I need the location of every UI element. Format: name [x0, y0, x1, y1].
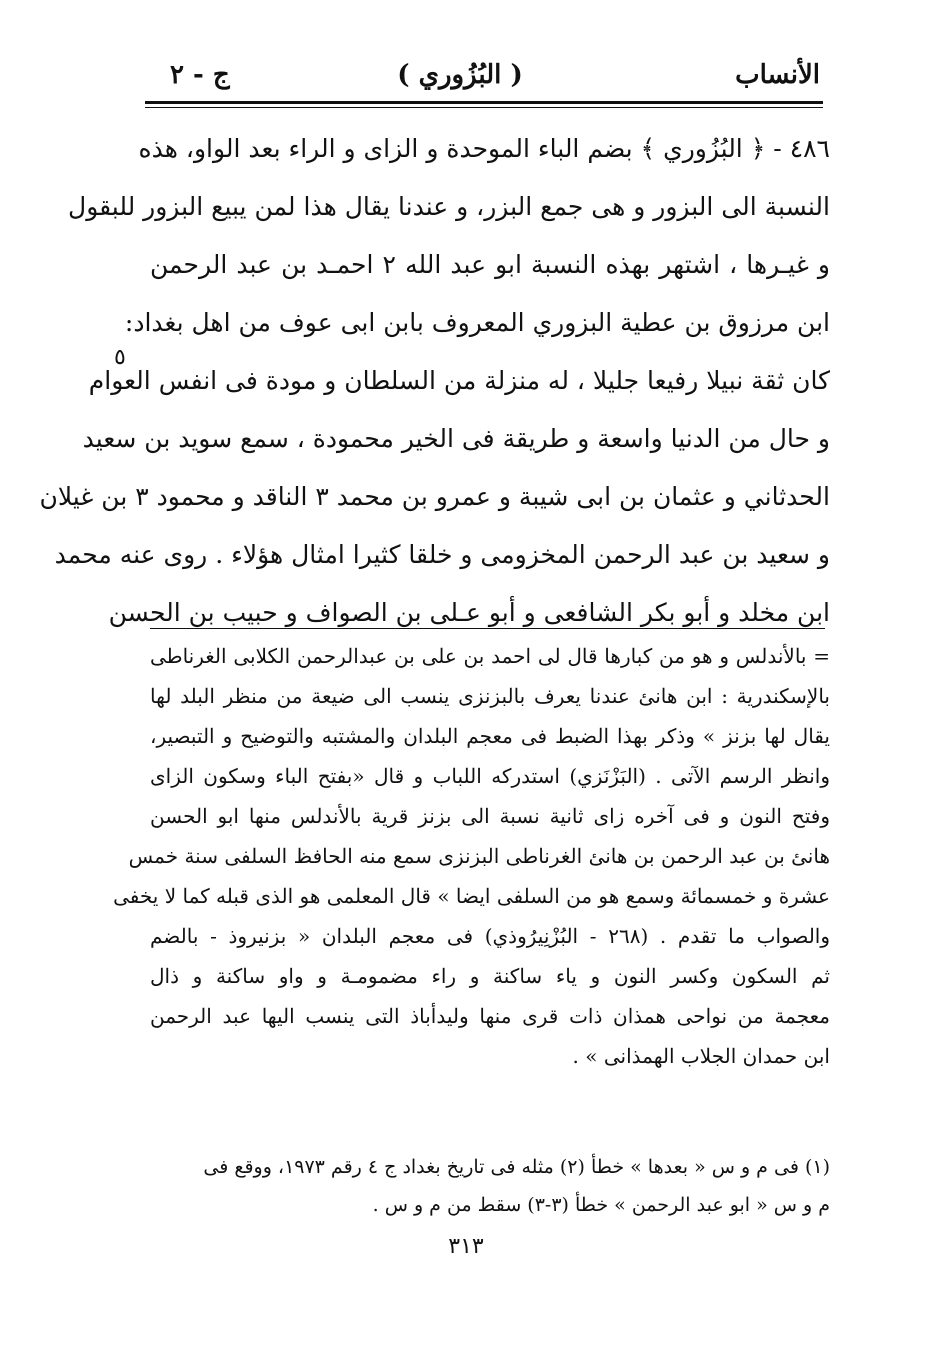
text-line: و حال من الدنيا واسعة و طريقة فى الخير محمودة ، سمع سويد بن سعيد [82, 424, 830, 453]
footnote-line: م و س « ابو عبد الرحمن » خطأ (٣-٣) سقط من م و س . [372, 1194, 830, 1216]
note-line: يقال لها بزنز » وذكر بهذا الضبط فى معجم البلدان والمشتبه والتوضيح و التبصير، [150, 724, 830, 748]
text-line: و غيـرها ، اشتهر بهذه النسبة ابو عبد الله ٢ احمـد بن عبد الرحمن [150, 250, 830, 279]
text-line: ابن مرزوق بن عطية البزوري المعروف بابن ابى عوف من اهل بغداد: [124, 308, 830, 337]
entry-title-header: ( البُزُوري ) [397, 60, 523, 90]
line-number: ٥ [114, 345, 126, 370]
header-rule-thick [145, 101, 823, 104]
page-number: ٣١٣ [448, 1234, 484, 1259]
text-line: الحدثاني و عثمان بن ابى شيبة و عمرو بن محمد ٣ الناقد و محمود ٣ بن غيلان [39, 482, 830, 511]
note-line: ثم السكون وكسر النون و ياء ساكنة و راء مضمومـة و واو ساكنة و ذال [150, 964, 830, 988]
note-line: بالإسكندرية : ابن هانئ عندنا يعرف بالبزنزى ينسب الى ضيعة من منظر البلد لها [150, 684, 830, 708]
note-line: معجمة من نواحى همذان ذات قرى منها وليدأباذ التى ينسب اليها عبد الرحمن [150, 1004, 830, 1028]
annotation-notes [113, 636, 830, 1076]
text-line: النسبة الى البزور و هى جمع البزر، و عندنا يقال هذا لمن يبيع البزور للبقول [68, 192, 830, 221]
note-line: وفتح النون و فى آخره زاى ثانية نسبة الى بزنز قرية بالأندلس منها ابو الحسن [150, 804, 830, 828]
header-rule-thin [145, 107, 823, 108]
note-line: = بالأندلس و هو من كبارها قال لى احمد بن على بن عبدالرحمن الكلابى الغرناطى [150, 644, 830, 668]
main-text [39, 120, 830, 642]
footnote-line: (١) فى م و س « بعدها » خطأ (٢) مثله فى تاريخ بغداد ج ٤ رقم ١٩٧٣، ووقع فى [203, 1156, 830, 1178]
note-line: والصواب ما تقدم . (٢٦٨ - البُزْنِيرُوذي) فى معجم البلدان « بزنيروذ - بالضم [150, 924, 830, 948]
note-line: هانئ بن عبد الرحمن بن هانئ الغرناطى البزنزى سمع منه الحافظ السلفى سنة خمس [128, 844, 830, 868]
book-title-header: الأنساب [735, 60, 820, 90]
note-line: وانظر الرسم الآتى . (البَزْنَزي) استدركه اللباب و قال «بفتح الباء وسكون الزاى [150, 764, 830, 788]
note-line: عشرة و خمسمائة وسمع هو من السلفى ايضا » قال المعلمى هو الذى قبله كما لا يخفى [113, 884, 830, 908]
volume-label: ج - ٢ [170, 60, 230, 90]
text-line: ٤٨٦ - ﴿ البُزُوري ﴾ بضم الباء الموحدة و الزاى و الراء بعد الواو، هذه [138, 134, 830, 163]
text-line: كان ثقة نبيلا رفيعا جليلا ، له منزلة من السلطان و مودة فى انفس العوام [88, 366, 830, 395]
note-line: ابن حمدان الجلاب الهمذانى » . [572, 1044, 830, 1068]
running-header [100, 56, 820, 96]
text-line: ابن مخلد و أبو بكر الشافعى و أبو عـلى بن الصواف و حبيب بن الحسن [108, 598, 830, 627]
text-line: و سعيد بن عبد الرحمن المخزومى و خلقا كثيرا امثال هؤلاء . روى عنه محمد [54, 540, 830, 569]
footnotes [150, 1148, 830, 1224]
notes-separator [150, 628, 825, 629]
